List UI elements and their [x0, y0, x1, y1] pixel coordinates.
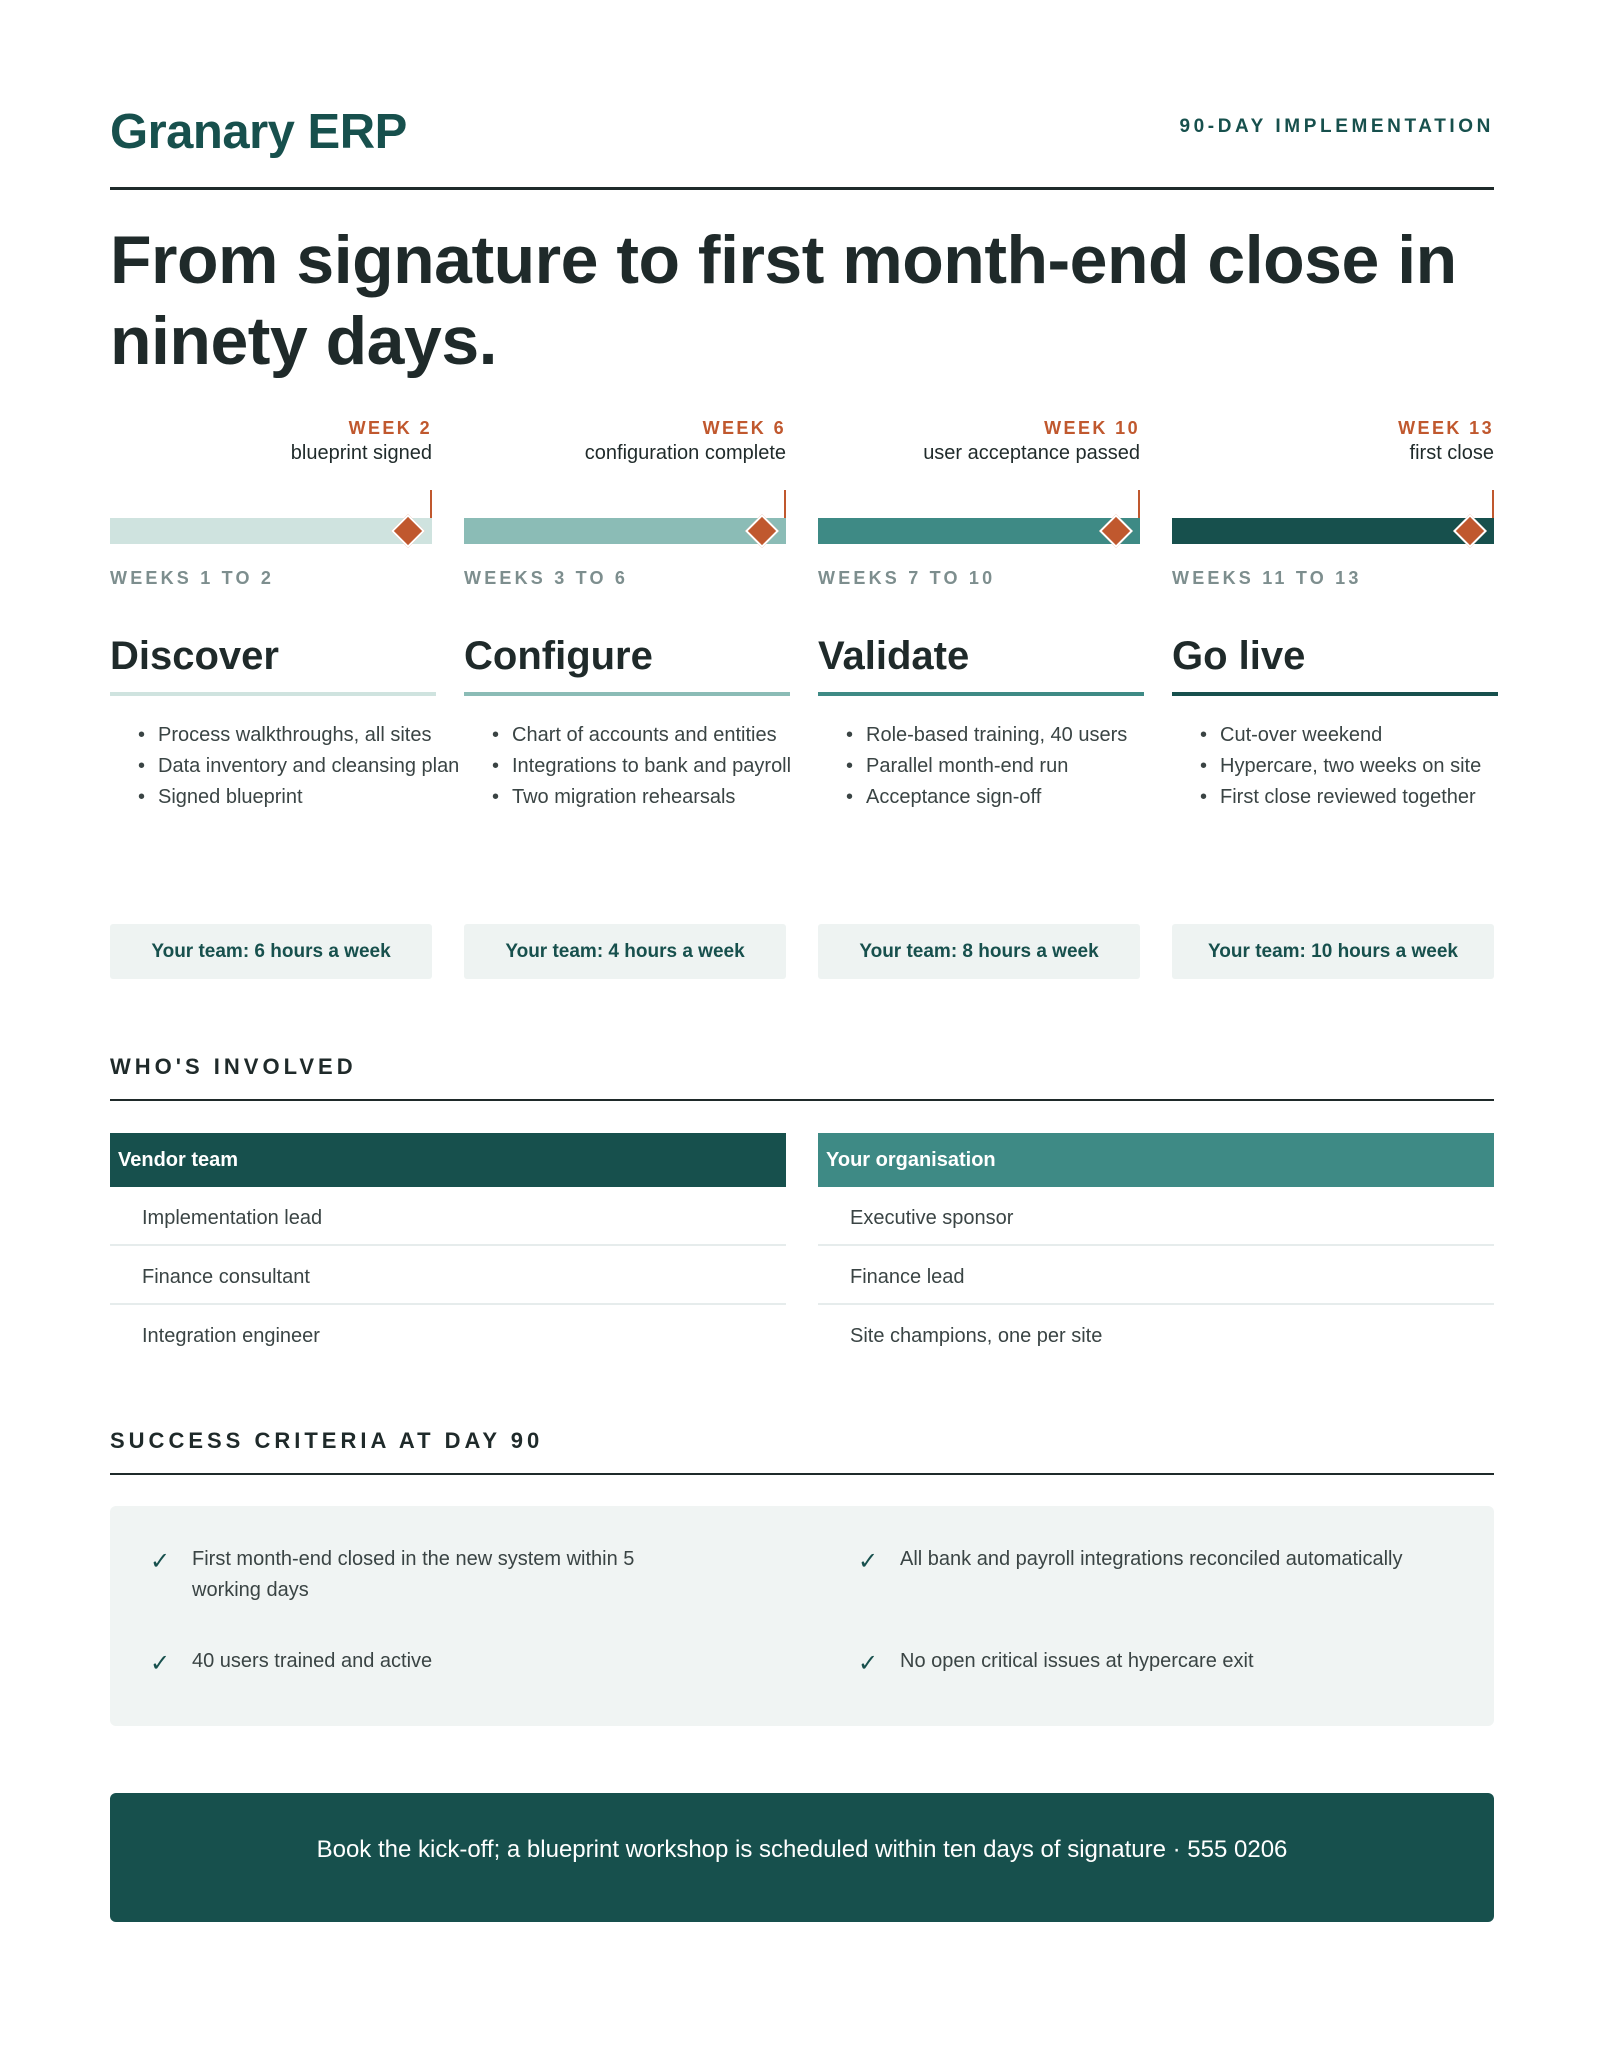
task-item: • Data inventory and cleansing plan	[138, 751, 464, 782]
task-item: • Two migration rehearsals	[492, 782, 818, 813]
task-item: • Parallel month-end run	[846, 751, 1172, 782]
task-item: • First close reviewed together	[1200, 782, 1526, 813]
role-row: Integration engineer	[142, 1325, 320, 1347]
milestone-label: blueprint signed	[290, 442, 432, 464]
phase-discover	[110, 414, 460, 1004]
phase-weeks: WEEKS 7 TO 10	[818, 568, 996, 588]
criterion-item	[110, 1544, 650, 1606]
task-item: • Hypercare, two weeks on site	[1200, 751, 1526, 782]
task-item: • Signed blueprint	[138, 782, 464, 813]
phase-bar	[1172, 518, 1494, 544]
phase-name: Go live	[1172, 634, 1306, 678]
page-title: From signature to first month-end close in ninety days.	[110, 222, 1457, 379]
phase-weeks: WEEKS 1 TO 2	[110, 568, 275, 588]
milestone-week: WEEK 10	[1044, 418, 1140, 438]
task-item: • Process walkthroughs, all sites	[138, 720, 464, 751]
phase-divider	[110, 692, 436, 696]
role-row: Executive sponsor	[818, 1187, 1494, 1246]
milestone-week: WEEK 2	[348, 418, 432, 438]
section-title-success: SUCCESS CRITERIA AT DAY 90	[110, 1428, 544, 1453]
kickoff-cta-banner[interactable]: Book the kick-off; a blueprint workshop is scheduled within ten days of signature · 555 0206	[110, 1793, 1494, 1922]
phase-name: Validate	[818, 634, 970, 678]
organisation-table	[818, 1133, 1494, 1364]
check-icon: ✓	[858, 1650, 879, 1677]
check-icon: ✓	[150, 1650, 171, 1677]
role-row: Finance lead	[818, 1246, 1494, 1305]
criterion-item	[818, 1646, 1458, 1677]
criterion-text: First month-end closed in the new system within 5 working days	[192, 1548, 635, 1601]
milestone-tick	[784, 490, 786, 520]
milestone-label: first close	[1409, 442, 1494, 464]
timeline	[110, 414, 1494, 1004]
phase-bar	[818, 518, 1140, 544]
task-list	[492, 720, 818, 813]
milestone-tick	[430, 490, 432, 520]
task-item: • Cut-over weekend	[1200, 720, 1526, 751]
milestone-label: user acceptance passed	[923, 442, 1140, 464]
phase-weeks: WEEKS 11 TO 13	[1172, 568, 1362, 588]
vendor-team-heading: Vendor team	[110, 1133, 786, 1187]
brand-logo: Granary ERP	[110, 105, 407, 159]
task-item: • Role-based training, 40 users	[846, 720, 1172, 751]
phase-divider	[464, 692, 790, 696]
header-divider	[110, 187, 1494, 190]
phase-configure	[464, 414, 792, 1004]
section-divider	[110, 1473, 1494, 1475]
criterion-item	[818, 1544, 1458, 1575]
phase-validate	[818, 414, 1140, 1004]
team-hours-badge: Your team: 8 hours a week	[818, 924, 1140, 979]
criterion-item	[110, 1646, 650, 1677]
phase-go-live	[1172, 414, 1494, 1004]
phase-weeks: WEEKS 3 TO 6	[464, 568, 629, 588]
phase-divider	[1172, 692, 1498, 696]
task-list	[138, 720, 464, 813]
phase-name: Configure	[464, 634, 653, 678]
vendor-team-table	[110, 1133, 786, 1364]
task-list	[1200, 720, 1526, 813]
phase-bar	[464, 518, 786, 544]
phase-name: Discover	[110, 634, 279, 678]
task-item: • Chart of accounts and entities	[492, 720, 818, 751]
team-hours-badge: Your team: 4 hours a week	[464, 924, 786, 979]
role-row: Implementation lead	[110, 1187, 786, 1246]
task-item: • Integrations to bank and payroll	[492, 751, 818, 782]
criterion-text: 40 users trained and active	[192, 1650, 433, 1672]
document-label: 90-DAY IMPLEMENTATION	[1179, 116, 1494, 137]
milestone-tick	[1138, 490, 1140, 520]
page	[110, 0, 1494, 2071]
success-criteria-panel	[110, 1506, 1494, 1726]
team-hours-badge: Your team: 6 hours a week	[110, 924, 432, 979]
milestone-label: configuration complete	[584, 442, 786, 464]
milestone-week: WEEK 13	[1398, 418, 1494, 438]
milestone-week: WEEK 6	[702, 418, 786, 438]
task-list	[846, 720, 1172, 813]
phase-bar	[110, 518, 432, 544]
check-icon: ✓	[150, 1548, 171, 1575]
organisation-heading: Your organisation	[818, 1133, 1494, 1187]
criterion-text: All bank and payroll integrations reconciled automatically	[900, 1548, 1403, 1570]
role-row: Finance consultant	[110, 1246, 786, 1305]
check-icon: ✓	[858, 1548, 879, 1575]
section-divider	[110, 1099, 1494, 1101]
team-hours-badge: Your team: 10 hours a week	[1172, 924, 1494, 979]
criterion-text: No open critical issues at hypercare exit	[900, 1650, 1254, 1672]
role-row: Site champions, one per site	[850, 1325, 1103, 1347]
section-title-involved: WHO'S INVOLVED	[110, 1054, 357, 1079]
phase-divider	[818, 692, 1144, 696]
milestone-tick	[1492, 490, 1494, 520]
task-item: • Acceptance sign-off	[846, 782, 1172, 813]
